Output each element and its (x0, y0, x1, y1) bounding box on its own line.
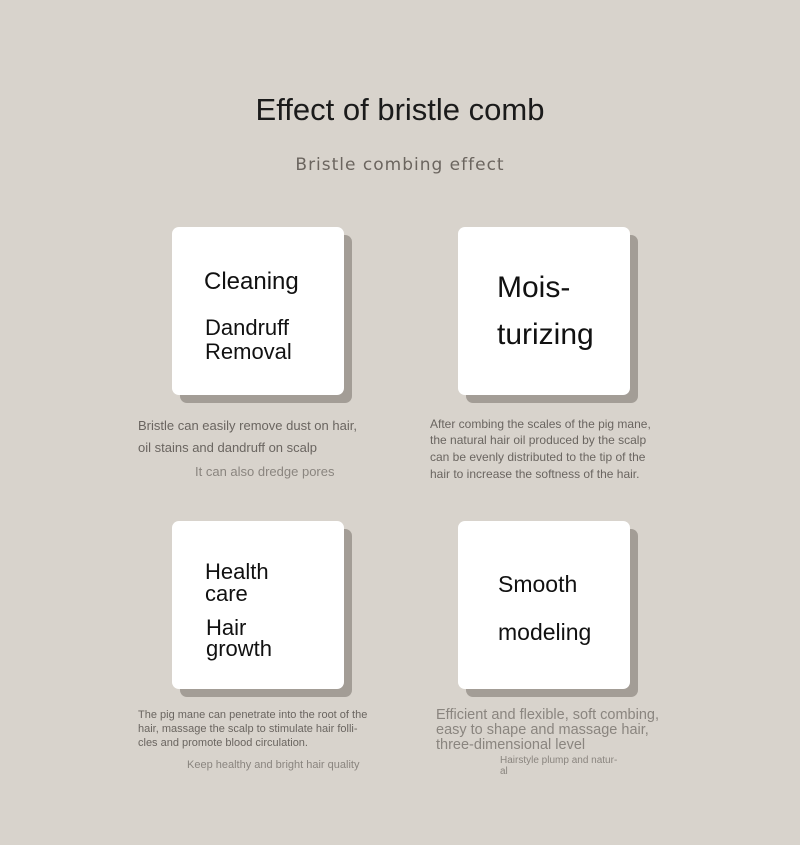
page-subtitle: Bristle combing effect (295, 155, 505, 175)
card-description: Bristle can easily remove dust on hair, (138, 418, 357, 433)
card-heading: modeling (498, 619, 592, 645)
card-note: Keep healthy and bright hair quality (187, 759, 360, 771)
card-health-care (172, 521, 344, 689)
card-description: cles and promote blood circulation. (138, 737, 308, 749)
card-heading: Removal (205, 339, 292, 364)
page-title: Effect of bristle comb (255, 92, 545, 127)
card-description: three-dimensional level (436, 737, 586, 753)
card-heading: Hair (206, 615, 247, 640)
card-moisturizing (458, 227, 630, 395)
card-description: easy to shape and massage hair, (436, 722, 649, 738)
card-heading: care (205, 581, 248, 606)
card-heading: Mois- (497, 271, 571, 304)
card-heading: Dandruff (205, 315, 289, 340)
card-description: After combing the scales of the pig mane, (430, 417, 651, 431)
card-description: can be evenly distributed to the tip of the (430, 450, 646, 464)
card-heading: Health (205, 559, 269, 584)
card-heading: Smooth (498, 571, 578, 597)
card-heading: growth (206, 636, 273, 661)
card-smooth-modeling (458, 521, 630, 689)
card-description: hair to increase the softness of the hair. (430, 467, 640, 481)
card-note: Hairstyle plump and natur- (500, 755, 618, 766)
card-description: hair, massage the scalp to stimulate hair folli- (138, 723, 358, 735)
card-heading: turizing (497, 318, 594, 351)
card-description: the natural hair oil produced by the scalp (430, 433, 647, 447)
card-note: It can also dredge pores (195, 464, 335, 479)
card-heading: Cleaning (204, 268, 299, 295)
card-cleaning (172, 227, 344, 395)
card-description: The pig mane can penetrate into the root of the (138, 709, 368, 721)
card-note: al (500, 766, 508, 777)
card-description: oil stains and dandruff on scalp (138, 440, 317, 455)
card-description: Efficient and flexible, soft combing, (436, 707, 659, 723)
